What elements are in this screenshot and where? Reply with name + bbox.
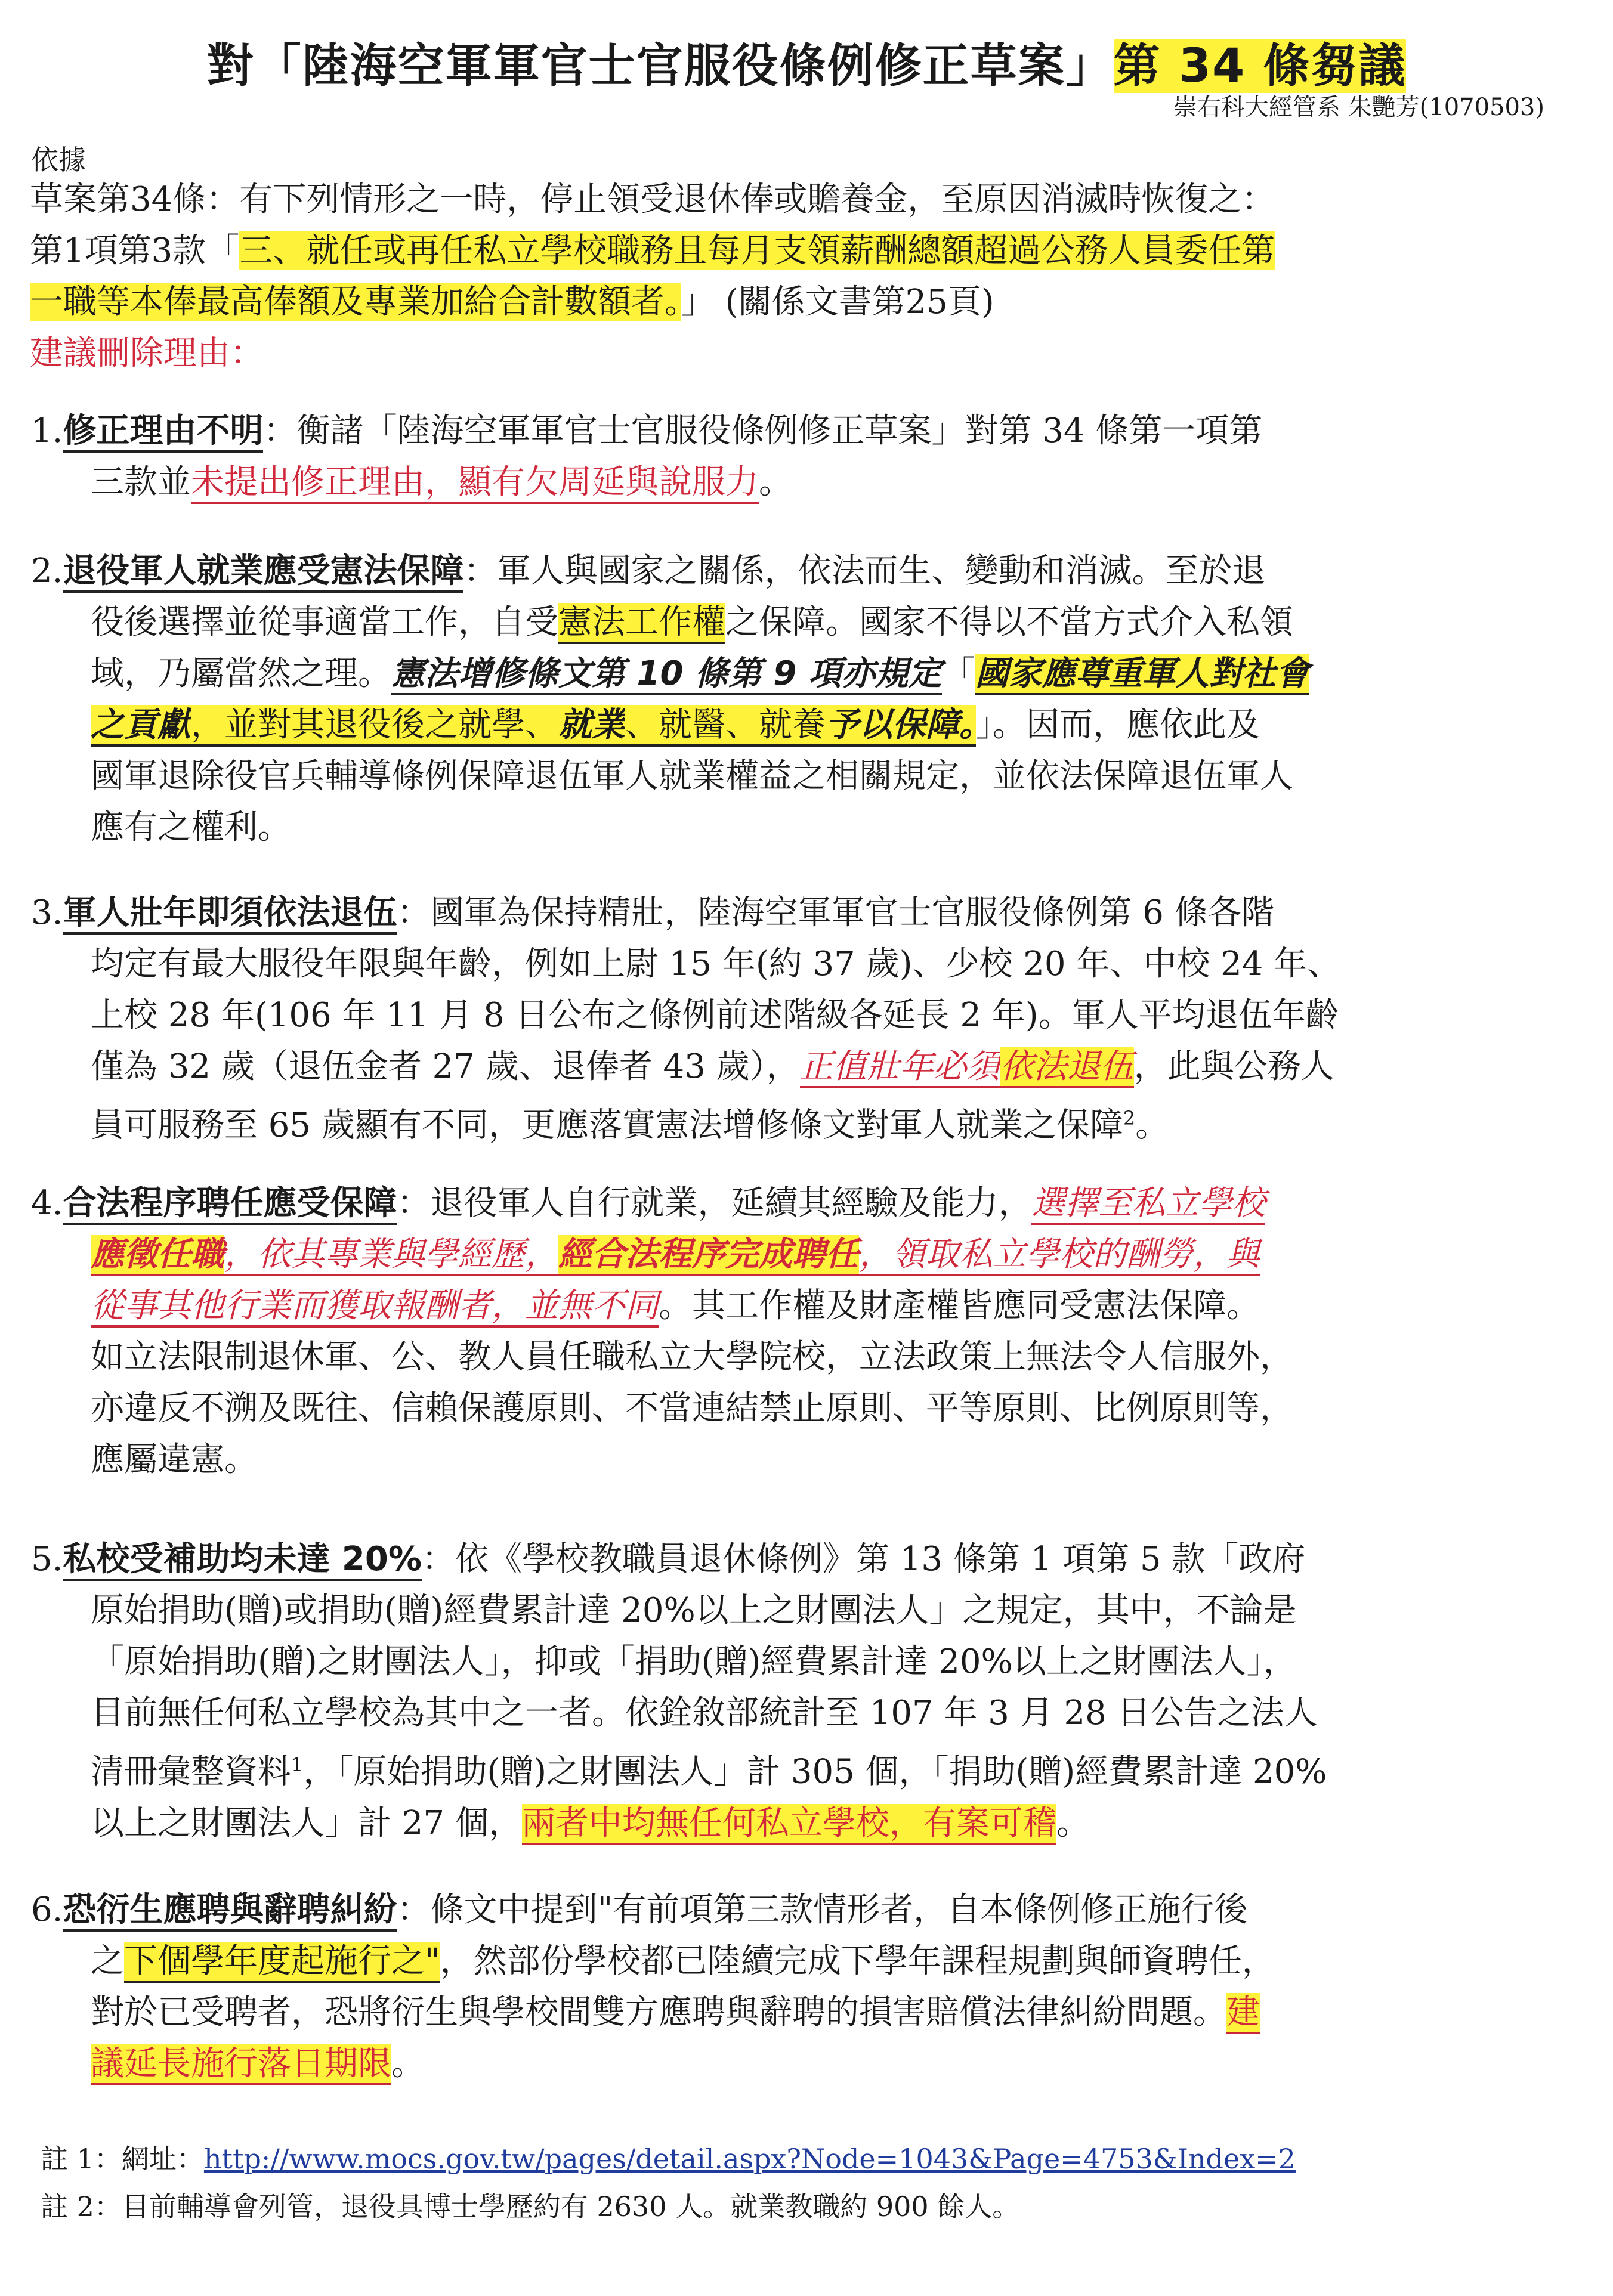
item-emphasis: 就業 [558, 705, 625, 747]
item-text: 對於已受聘者，恐將衍生與學校間雙方應聘與辭聘的損害賠償法律糾紛問題。 [91, 1993, 1226, 2032]
item-text: 「 [941, 654, 975, 693]
title-article: 第 34 條芻議 [1113, 39, 1407, 93]
item-text: 應屬違憲。 [91, 1440, 258, 1479]
item-emphasis: 憲法增修條文第 10 條第 9 項亦規定 [391, 654, 942, 695]
item-emphasis: 選擇至私立學校 [1031, 1184, 1265, 1225]
item-emphasis: 議延長施行落日期限 [91, 2044, 391, 2085]
item-5 [31, 1534, 1564, 1849]
item-emphasis: 未提出修正理由，顯有欠周延與說服力 [191, 463, 759, 504]
item-emphasis: ，領取私立學校的酬勞，與 [859, 1235, 1260, 1276]
item-text: ，「原始捐助(贈)之財團法人」計 305 個，「捐助(贈)經費累計達 20% [303, 1752, 1327, 1791]
item-text: 。因而，應依此及 [993, 705, 1260, 744]
item-6 [31, 1885, 1564, 2090]
item-emphasis: 下個學年度起施行之" [124, 1942, 440, 1983]
item-emphasis: ，並對其退役後之就學、 [191, 705, 558, 747]
item-text: ：軍人與國家之關係，依法而生、變動和消滅。至於退 [463, 552, 1266, 590]
footnotes [41, 2135, 1296, 2230]
item-heading: 修正理由不明 [63, 411, 263, 453]
item-text: 清冊彙整資料 [91, 1752, 291, 1791]
item-text: 員可服務至 65 歲顯有不同，更應落實憲法增修條文對軍人就業之保障 [91, 1106, 1123, 1145]
item-text: 。其工作權及財產權皆應同受憲法保障。 [659, 1286, 1260, 1325]
item-emphasis: 經合法程序完成聘任 [558, 1235, 859, 1276]
footnote-label: 註 1：網址： [41, 2143, 204, 2175]
basis-quote: 一職等本俸最高俸額及專業加給合計數額者。 [30, 283, 681, 321]
item-emphasis: 正值壯年必須 [800, 1047, 1000, 1088]
item-heading: 退役軍人就業應受憲法保障 [63, 552, 463, 593]
item-text: 役後選擇並從事適當工作，自受 [91, 603, 558, 642]
footnote-link[interactable]: http://www.mocs.gov.tw/pages/detail.aspx?Node=1043&Page=4753&Index=2 [203, 2143, 1296, 2175]
item-number: 2. [31, 552, 63, 590]
item-heading: 私校受補助均未達 20% [63, 1540, 422, 1581]
basis-label: 依據 [31, 144, 86, 176]
item-2 [31, 546, 1564, 853]
item-text: 。 [759, 463, 792, 502]
item-text: 域，乃屬當然之理。 [91, 654, 391, 693]
item-emphasis: 應徵任職 [91, 1235, 224, 1276]
title-main: 對「陸海空軍軍官士官服役條例修正草案」 [206, 39, 1114, 93]
item-1 [31, 406, 1564, 508]
item-text: 應有之權利。 [91, 808, 291, 847]
item-text: 之 [91, 1942, 124, 1981]
item-text: 。 [1135, 1106, 1169, 1145]
item-emphasis: 建 [1226, 1993, 1260, 2034]
item-emphasis: ，依其專業與學經歷， [224, 1235, 558, 1276]
footnote-ref: 1 [291, 1753, 304, 1776]
footnote-ref: 2 [1123, 1107, 1136, 1130]
item-text: 「原始捐助(贈)之財團法人」，抑或「捐助(贈)經費累計達 20%以上之財團法人」， [91, 1642, 1297, 1681]
item-emphasis: 國家應尊重軍人對社會 [975, 654, 1309, 695]
item-number: 6. [31, 1890, 63, 1929]
author-line: 崇右科大經管系 朱艷芳(1070503) [1173, 94, 1544, 121]
page-title [0, 29, 1613, 95]
item-text: 」 [976, 705, 993, 744]
reason-heading: 建議刪除理由： [30, 334, 264, 373]
item-emphasis: 予以保障。 [826, 705, 976, 747]
item-text: ：依《學校教職員退休條例》第 13 條第 1 項第 5 款「政府 [421, 1540, 1306, 1579]
basis-line: 草案第34條：有下列情形之一時，停止領受退休俸或贍養金，至原因消滅時恢復之： [30, 180, 1275, 219]
item-text: 。 [391, 2044, 425, 2083]
item-emphasis: 憲法工作權 [558, 603, 725, 644]
item-text: 僅為 32 歲（退伍金者 27 歲、退俸者 43 歲）， [91, 1047, 800, 1086]
item-text: 三款並 [91, 463, 191, 502]
item-3 [31, 887, 1564, 1152]
item-number: 4. [31, 1184, 63, 1223]
item-emphasis: 從事其他行業而獲取報酬者，並無不同 [91, 1286, 659, 1328]
item-text: ：國軍為保持精壯，陸海空軍軍官士官服役條例第 6 條各階 [397, 893, 1275, 932]
item-number: 1. [31, 411, 63, 450]
item-text: 之保障。國家不得以不當方式介入私領 [725, 603, 1293, 642]
item-emphasis: 兩者中均無任何私立學校，有案可稽 [522, 1804, 1056, 1845]
item-text: ：衡諸「陸海空軍軍官士官服役條例修正草案」對第 34 條第一項第 [263, 411, 1263, 450]
item-text: 上校 28 年(106 年 11 月 8 日公布之條例前述階級各延長 2 年)。軍人平均退伍年齡 [91, 996, 1339, 1035]
item-heading: 恐衍生應聘與辭聘糾紛 [63, 1890, 397, 1932]
item-text: 原始捐助(贈)或捐助(贈)經費累計達 20%以上之財團法人」之規定，其中，不論是 [91, 1591, 1297, 1630]
basis-prefix: 第1項第3款「 [30, 231, 240, 270]
item-text: 目前無任何私立學校為其中之一者。依銓敘部統計至 107 年 3 月 28 日公告之法人 [91, 1694, 1318, 1732]
item-text: 國軍退除役官兵輔導條例保障退伍軍人就業權益之相關規定，並依法保障退伍軍人 [91, 757, 1293, 796]
footnote-2: 註 2：目前輔導會列管，退役具博士學歷約有 2630 人。就業教職約 900 餘人。 [41, 2190, 1020, 2223]
item-heading: 軍人壯年即須依法退伍 [63, 893, 397, 935]
item-text: 以上之財團法人」計 27 個， [91, 1803, 522, 1843]
basis-line [30, 277, 1557, 328]
basis-suffix: 」 (關係文書第25頁) [681, 283, 994, 321]
item-emphasis: 依法退伍 [1000, 1047, 1134, 1088]
footnote-1 [41, 2135, 1296, 2183]
item-4 [31, 1178, 1564, 1486]
item-text: 亦違反不溯及既往、信賴保護原則、不當連結禁止原則、平等原則、比例原則等， [91, 1389, 1293, 1428]
item-text: ：退役軍人自行就業，延續其經驗及能力， [397, 1184, 1032, 1223]
item-emphasis: 、就醫、就養 [625, 705, 826, 747]
item-heading: 合法程序聘任應受保障 [63, 1184, 397, 1225]
basis-quote: 三、就任或再任私立學校職務且每月支領薪酬總額超過公務人員委任第 [239, 231, 1275, 270]
item-text: 均定有最大服役年限與年齡，例如上尉 15 年(約 37 歲)、少校 20 年、中校 24 年、 [91, 945, 1341, 983]
basis-line [30, 225, 1557, 277]
item-text: ：條文中提到"有前項第三款情形者，自本條例修正施行後 [397, 1890, 1248, 1929]
item-text: ，然部份學校都已陸續完成下學年課程規劃與師資聘任， [440, 1942, 1275, 1981]
item-number: 5. [31, 1540, 63, 1579]
item-emphasis: 之貢獻 [91, 705, 191, 747]
item-text: 如立法限制退休軍、公、教人員任職私立大學院校，立法政策上無法令人信服外， [91, 1338, 1293, 1376]
basis-section [30, 174, 1557, 379]
item-text: ，此與公務人 [1133, 1047, 1334, 1086]
item-number: 3. [31, 893, 63, 932]
item-text: 。 [1056, 1803, 1090, 1843]
